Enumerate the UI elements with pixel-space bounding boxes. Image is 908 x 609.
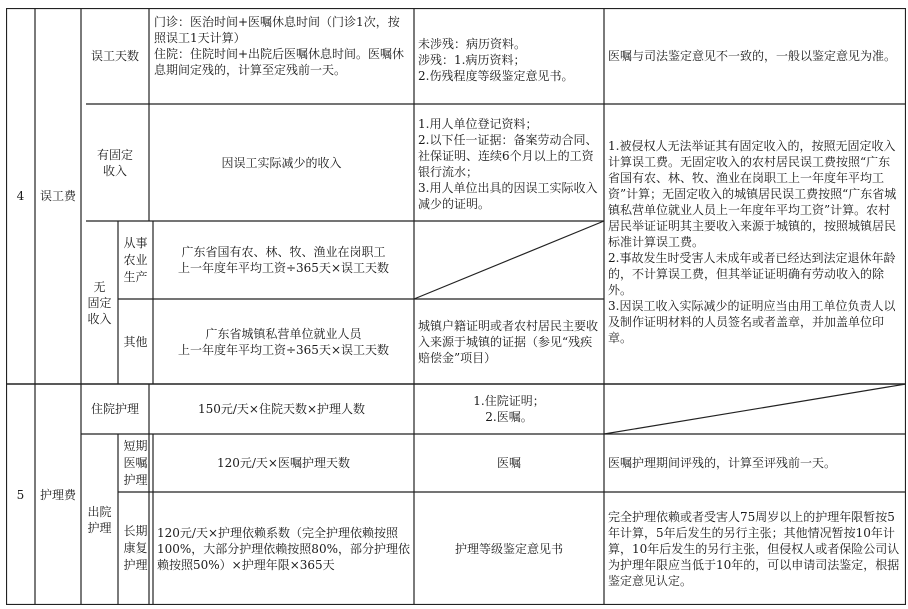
long-term-evidence: 护理等级鉴定意见书 [454, 541, 563, 556]
short-term-evidence: 医嘱 [496, 456, 521, 470]
long-term-formula: 120元/天×护理依赖系数（完全护理依赖按照100%，大部分护理依赖按照80%，部分护理依赖按照50%）×护理年限×365天 [157, 525, 410, 572]
category-lost-wages: 误工费 [39, 189, 76, 203]
category-nursing-fee: 护理费 [39, 487, 76, 502]
no-fixed-income-label: 无 固定 收入 [87, 279, 112, 326]
long-term-note: 完全护理依赖或者受害人75周岁以上的护理年限暂按5年计算，5年后发生的另行主张；其他情况暂按10年计算，10年后发生的另行主张，但侵权人或者保险公司认为护理年限应当低于10年的，可以申请司法鉴定，根据鉴定意见认定。 [608, 509, 900, 588]
fixed-income-formula: 因误工实际减少的收入 [221, 155, 342, 170]
fixed-income-evidence: 1.用人单位登记资料； 2.以下任一证据：备案劳动合同、社保证明、连续6个月以上的工资银行流水； 3.用人单位出具的因误工实际收入减少的证明。 [418, 117, 598, 211]
lost-days-formula: 门诊：医治时间+医嘱休息时间（门诊1次，按照误工1天计算） 住院：住院时间+出院后医嘱休息时间。医嘱休息期间定残的，计算至定残前一天。 [154, 15, 405, 77]
other-formula: 广东省城镇私营单位就业人员 上一年度年平均工资÷365天×误工天数 [177, 326, 389, 357]
row-number-5: 5 [16, 487, 25, 502]
agri-formula: 广东省国有农、林、牧、渔业在岗职工 上一年度年平均工资÷365天×误工天数 [177, 245, 389, 275]
agri-label: 从事 农业 生产 [123, 235, 148, 284]
lost-days-note: 医嘱与司法鉴定意见不一致的，一般以鉴定意见为准。 [608, 49, 897, 63]
row-number-4: 4 [16, 189, 25, 203]
inpatient-label: 住院护理 [90, 402, 139, 416]
lost-days-evidence: 未涉残：病历资料。 涉残：1.病历资料； 2.伤残程度等级鉴定意见书。 [418, 37, 574, 83]
other-label: 其他 [123, 334, 148, 349]
other-evidence: 城镇户籍证明或者农村居民主要收入来源于城镇的证据（参见“残疾赔偿金”项目） [418, 318, 599, 365]
short-term-note: 医嘱护理期间评残的，计算至评残前一天。 [608, 456, 837, 470]
compensation-table [6, 8, 906, 605]
income-note: 1.被侵权人无法举证其有固定收入的，按照无固定收入计算误工费。无固定收入的农村居民误工费按照“广东省国有农、林、牧、渔业在岗职工上一年度年平均工资”计算；无固定收入的城镇居民误工费按照“广东省城镇私营单位就业人员上一年度年平均工资”计算。农村居民举证证明其主要收入来源于城镇的，按照城镇居民标准计算误工费。 2.事故发生时受害人未成年或者已经达到法定退休年龄的，不计算误工费，但其举证证明确有劳动收入的除外。 3.因误工收入实际减少的证明应当由用工单位负责人以及制作证明材料的人员签名或者盖章，并加盖单位印章。 [608, 139, 897, 345]
fixed-income-label: 有固定 收入 [96, 147, 133, 178]
outpatient-label: 出院 护理 [87, 504, 112, 535]
short-term-formula: 120元/天×医嘱护理天数 [216, 456, 350, 470]
short-term-label: 短期 医嘱 护理 [123, 438, 148, 487]
long-term-label: 长期 康复 护理 [123, 524, 148, 572]
inpatient-evidence: 1.住院证明； 2.医嘱。 [473, 394, 545, 424]
inpatient-formula: 150元/天×住院天数×护理人数 [197, 402, 366, 416]
lost-days-label: 误工天数 [90, 49, 139, 63]
